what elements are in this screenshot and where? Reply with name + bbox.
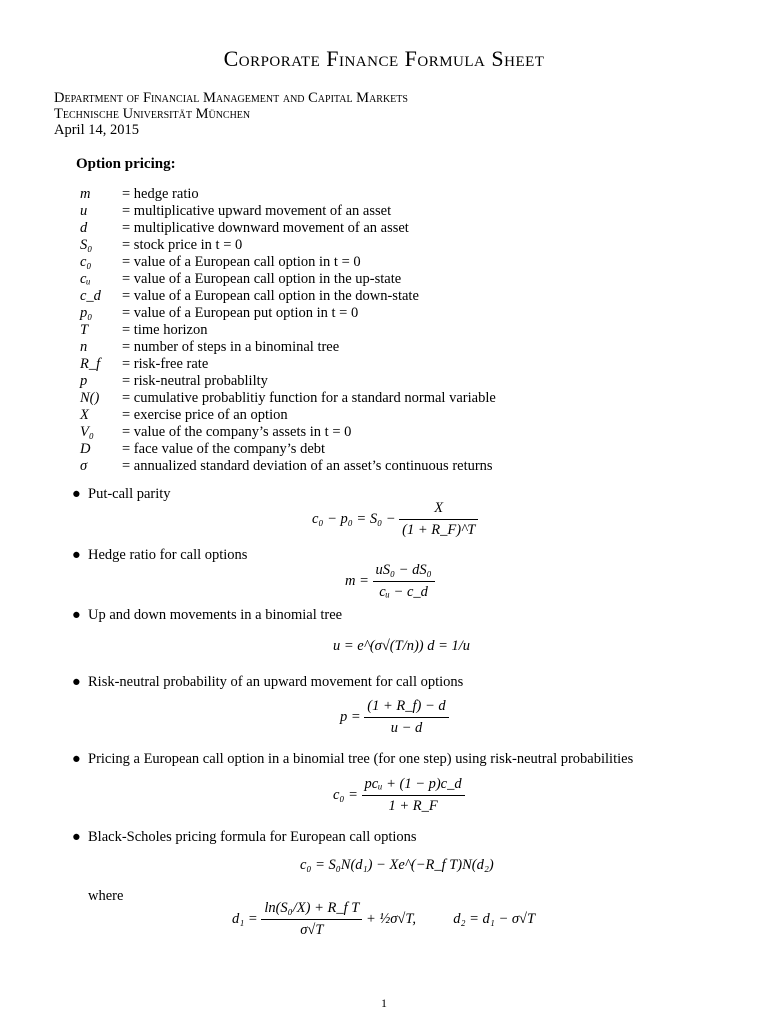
definition-text: = value of a European call option in t = 0 (122, 254, 361, 270)
formula-lhs: c₀ − p₀ = S₀ − (312, 510, 396, 527)
definition-symbol: p₀ (80, 305, 93, 321)
formula-up-down: u = e^(σ√(T/n)) d = 1/u (333, 638, 471, 654)
fraction-denominator: 1 + R_F (388, 798, 438, 814)
bullet-label: Black-Scholes pricing formula for European call options (88, 829, 417, 845)
formula-d2: d₂ = d₁ − σ√T (453, 910, 536, 927)
fraction-denominator: (1 + R_F)^T (402, 522, 476, 538)
definition-text: = risk-neutral probablilty (122, 373, 268, 389)
formula-black-scholes: c₀ = S₀N(d₁) − Xe^(−R_f T)N(d₂) (300, 857, 494, 873)
formula-hedge-ratio (345, 562, 435, 601)
section-heading: Option pricing: (76, 156, 176, 172)
document-title: Corporate Finance Formula Sheet (223, 46, 545, 71)
definition-row (80, 186, 496, 203)
page-number: 1 (381, 996, 387, 1010)
definition-row (80, 373, 496, 390)
definition-text: = value of a European call option in the up-state (122, 271, 402, 287)
definition-text: = time horizon (122, 322, 208, 338)
definition-text: = number of steps in a binominal tree (122, 339, 340, 355)
definition-symbol: n (80, 339, 88, 355)
definition-symbol: S₀ (80, 237, 93, 253)
definition-symbol: u (80, 203, 88, 219)
definition-row (80, 237, 496, 254)
definition-symbol: c_d (80, 288, 101, 304)
formula-lhs: d₁ = (232, 910, 258, 927)
date: April 14, 2015 (54, 122, 139, 138)
definition-symbol: p (80, 373, 88, 389)
fraction-denominator: u − d (390, 720, 423, 736)
definition-symbol: D (80, 441, 91, 457)
bullet-label: Pricing a European call option in a binomial tree (for one step) using risk-neutral probabilities (88, 751, 634, 767)
definition-row (80, 305, 496, 322)
formula-lhs: m = (345, 572, 369, 589)
definition-symbol: X (80, 407, 89, 423)
definition-symbol: c₀ (80, 254, 92, 270)
definition-row (80, 339, 496, 356)
formula-lhs: p = (340, 708, 361, 725)
university: Technische Universität München (54, 106, 251, 122)
bullet-label: Hedge ratio for call options (88, 547, 248, 563)
definition-symbol: cᵤ (80, 271, 91, 287)
definition-text: = value of the company’s assets in t = 0 (122, 424, 352, 440)
definition-text: = value of a European put option in t = 0 (122, 305, 359, 321)
definition-text: = annualized standard deviation of an asset’s continuous returns (122, 458, 493, 474)
definition-symbol: d (80, 220, 88, 236)
definition-row (80, 424, 496, 441)
definition-row (80, 441, 496, 458)
fraction-numerator: uS₀ − dS₀ (373, 562, 435, 582)
definition-text: = multiplicative upward movement of an asset (122, 203, 392, 219)
definition-text: = stock price in t = 0 (122, 237, 243, 253)
bullet-label: Risk-neutral probability of an upward movement for call options (88, 674, 464, 690)
department: Department of Financial Management and Capital Markets (54, 90, 408, 106)
definition-row (80, 271, 496, 288)
definition-text: = risk-free rate (122, 356, 209, 372)
definition-row (80, 390, 496, 407)
definition-row (80, 203, 496, 220)
definition-symbol: m (80, 186, 91, 202)
definition-text: = face value of the company’s debt (122, 441, 326, 457)
definition-symbol: N() (80, 390, 100, 406)
bullet-black-scholes: ● Black-Scholes pricing formula for European call options (72, 829, 417, 845)
definition-text: = hedge ratio (122, 186, 199, 202)
fraction-numerator: X (399, 500, 478, 520)
definition-symbol: R_f (80, 356, 101, 372)
fraction-numerator: (1 + R_f) − d (364, 698, 448, 718)
bullet-put-call: ● Put-call parity (72, 486, 171, 502)
formula-d1-tail: + ½σ√T, (365, 910, 416, 927)
definition-text: = exercise price of an option (122, 407, 288, 423)
definition-symbol: σ (80, 458, 88, 474)
fraction-numerator: ln(S₀/X) + R_f T (261, 900, 362, 920)
formula-pricing-binomial (333, 776, 465, 815)
definition-row (80, 254, 496, 271)
definition-text: = multiplicative downward movement of an asset (122, 220, 409, 236)
fraction-denominator: σ√T (300, 922, 324, 938)
definition-row (80, 288, 496, 305)
definition-row (80, 356, 496, 373)
fraction-denominator: cᵤ − c_d (379, 584, 428, 600)
fraction-numerator: pcᵤ + (1 − p)c_d (362, 776, 465, 796)
bullet-label: Up and down movements in a binomial tree (88, 607, 343, 623)
formula-put-call (312, 500, 478, 539)
bullet-risk-neutral: ● Risk-neutral probability of an upward movement for call options (72, 674, 464, 690)
definition-text: = value of a European call option in the down-state (122, 288, 419, 304)
definitions-list (80, 186, 496, 475)
formula-lhs: c₀ = (333, 786, 358, 803)
definition-row (80, 458, 496, 475)
definition-text: = cumulative probablitiy function for a standard normal variable (122, 390, 496, 406)
bullet-up-down: ● Up and down movements in a binomial tree (72, 607, 343, 623)
definition-row (80, 322, 496, 339)
formula-d1-d2 (232, 900, 535, 939)
definition-row (80, 407, 496, 424)
where-label: where (88, 888, 124, 904)
definition-symbol: V₀ (80, 424, 94, 440)
definition-row (80, 220, 496, 237)
definition-symbol: T (80, 322, 89, 338)
bullet-label: Put-call parity (88, 486, 171, 502)
bullet-pricing-binomial: ● Pricing a European call option in a binomial tree (for one step) using risk-neutral probabilities (72, 751, 634, 767)
bullet-hedge-ratio: ● Hedge ratio for call options (72, 547, 248, 563)
formula-risk-neutral (340, 698, 449, 737)
